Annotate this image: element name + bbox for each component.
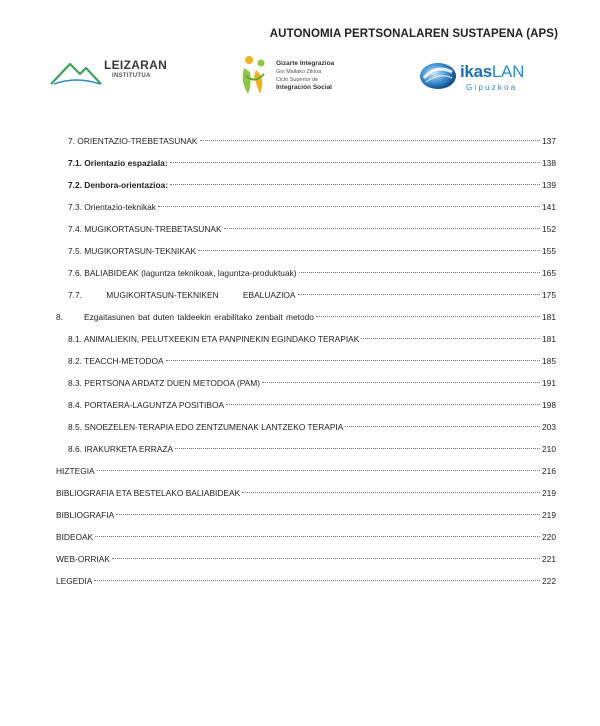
toc-entry-label: 8.4. PORTAERA-LAGUNTZA POSITIBOA — [68, 400, 225, 410]
toc-entry-label — [56, 306, 314, 328]
toc-page-number: 198 — [542, 400, 556, 410]
toc-page-number: 210 — [542, 444, 556, 454]
toc-entry-label: BIBLIOGRAFIA ETA BESTELAKO BALIABIDEAK — [56, 488, 241, 498]
toc-dot-leader — [116, 514, 540, 515]
toc-page-number: 181 — [542, 312, 556, 322]
ikaslan-name-lan: LAN — [491, 62, 525, 81]
toc-dot-leader — [224, 228, 540, 229]
toc-dot-leader — [299, 272, 540, 273]
toc-page-number: 220 — [542, 532, 556, 542]
ikaslan-name-ikas: ikas — [460, 62, 492, 81]
ikaslan-logo — [418, 58, 538, 100]
toc-page-number: 216 — [542, 466, 556, 476]
toc-dot-leader — [200, 140, 540, 141]
toc-page-number: 219 — [542, 488, 556, 498]
toc-dot-leader — [170, 184, 540, 185]
toc-entry-label: 7.7. MUGIKORTASUN-TEKNIKEN EBALUAZIOA — [68, 290, 296, 300]
toc-dot-leader — [361, 338, 540, 339]
toc-dot-leader — [316, 316, 540, 317]
gizarte-logo-line3: Ciclo Superior de — [276, 77, 319, 83]
toc-entry-text: Ezgaitasunen bat duten taldeekin erabilitako zenbait metodo — [84, 312, 314, 322]
toc-entry-label: 7.1. Orientazio espaziala: — [68, 158, 168, 168]
toc-entry-label: 7.2. Denbora-orientazioa: — [68, 180, 169, 190]
toc-entry[interactable] — [56, 350, 556, 372]
toc-dot-leader — [242, 492, 540, 493]
toc-page-number: 155 — [542, 246, 556, 256]
toc-page-number: 137 — [542, 136, 556, 146]
toc-page-number: 181 — [542, 334, 556, 344]
page-header — [0, 28, 600, 108]
toc-entry[interactable] — [56, 504, 556, 526]
toc-dot-leader — [112, 558, 540, 559]
toc-entry-label: 8.5. SNOEZELEN-TERAPIA EDO ZENTZUMENAK LANTZEKO TERAPIA — [68, 422, 344, 432]
toc-entry-label: 7.6. BALIABIDEAK (laguntza teknikoak, laguntza-produktuak) — [68, 268, 297, 278]
toc-entry[interactable] — [56, 394, 556, 416]
toc-page-number: 203 — [542, 422, 556, 432]
leizaran-logo-sub: INSTITUTUA — [112, 73, 151, 79]
toc-page-number: 222 — [542, 576, 556, 586]
toc-page-number: 219 — [542, 510, 556, 520]
swirl-icon — [418, 60, 458, 92]
toc-entry[interactable] — [56, 306, 556, 328]
toc-dot-leader — [226, 404, 540, 405]
toc-entry[interactable] — [56, 196, 556, 218]
toc-dot-leader — [158, 206, 540, 207]
people-figure-icon — [238, 54, 272, 98]
toc-entry-label: BIDEOAK — [56, 532, 94, 542]
toc-entry-label: 7.4. MUGIKORTASUN-TREBETASUNAK — [68, 224, 222, 234]
toc-dot-leader — [198, 250, 540, 251]
toc-entry[interactable] — [56, 482, 556, 504]
toc-entry-label: 8.6. IRAKURKETA ERRAZA — [68, 444, 174, 454]
toc-dot-leader — [97, 470, 540, 471]
gizarte-logo-line2: Goi Mailako Zikloa — [276, 69, 322, 75]
ikaslan-logo-name — [460, 62, 524, 82]
table-of-contents — [56, 130, 556, 592]
toc-entry[interactable] — [56, 570, 556, 592]
toc-entry[interactable] — [56, 152, 556, 174]
toc-dot-leader — [262, 382, 540, 383]
toc-page-number: 185 — [542, 356, 556, 366]
toc-entry[interactable] — [56, 416, 556, 438]
ikaslan-logo-sub: Gipuzkoa — [466, 83, 518, 92]
toc-entry[interactable] — [56, 460, 556, 482]
toc-page-number: 221 — [542, 554, 556, 564]
toc-entry[interactable] — [56, 372, 556, 394]
document-title: AUTONOMIA PERTSONALAREN SUSTAPENA (APS) — [269, 28, 558, 40]
toc-page-number: 175 — [542, 290, 556, 300]
toc-entry[interactable] — [56, 284, 556, 306]
toc-page-number: 139 — [542, 180, 556, 190]
toc-entry-label: HIZTEGIA — [56, 466, 95, 476]
toc-entry[interactable] — [56, 174, 556, 196]
toc-entry[interactable] — [56, 240, 556, 262]
toc-entry-label: 8.1. ANIMALIEKIN, PELUTXEEKIN ETA PANPINEKIN EGINDAKO TERAPIAK — [68, 334, 360, 344]
toc-entry-label: WEB-ORRIAK — [56, 554, 110, 564]
toc-entry[interactable] — [56, 130, 556, 152]
toc-dot-leader — [166, 360, 540, 361]
toc-entry[interactable] — [56, 262, 556, 284]
toc-dot-leader — [298, 294, 541, 295]
toc-entry-label: 7. ORIENTAZIO-TREBETASUNAK — [68, 136, 198, 146]
toc-page-number: 141 — [542, 202, 556, 212]
toc-dot-leader — [345, 426, 540, 427]
leizaran-logo — [50, 54, 170, 94]
toc-page-number: 152 — [542, 224, 556, 234]
toc-entry-label: 8.2. TEACCH-METODOA — [68, 356, 164, 366]
toc-dot-leader — [94, 580, 540, 581]
toc-entry-number: 8. — [56, 312, 63, 322]
toc-entry[interactable] — [56, 526, 556, 548]
toc-entry-label: BIBLIOGRAFIA — [56, 510, 115, 520]
toc-entry[interactable] — [56, 438, 556, 460]
gizarte-integrazioa-logo — [238, 54, 368, 100]
toc-entry[interactable] — [56, 218, 556, 240]
toc-dot-leader — [170, 162, 540, 163]
mountain-icon — [50, 58, 102, 88]
toc-entry-label: 8.3. PERTSONA ARDATZ DUEN METODOA (PAM) — [68, 378, 261, 388]
gizarte-logo-line1: Gizarte Integrazioa — [276, 60, 335, 67]
toc-entry[interactable] — [56, 328, 556, 350]
gizarte-logo-line4: Integración Social — [276, 84, 332, 91]
toc-dot-leader — [175, 448, 540, 449]
leizaran-logo-name: LEIZARAN — [104, 58, 168, 72]
toc-page-number: 165 — [542, 268, 556, 278]
toc-page-number: 191 — [542, 378, 556, 388]
toc-entry-label: 7.3. Orientazio-teknikak — [68, 202, 156, 212]
toc-dot-leader — [95, 536, 540, 537]
toc-entry-label: LEGEDIA — [56, 576, 93, 586]
toc-page-number: 138 — [542, 158, 556, 168]
toc-entry[interactable] — [56, 548, 556, 570]
toc-entry-label: 7.5. MUGIKORTASUN-TEKNIKAK — [68, 246, 197, 256]
